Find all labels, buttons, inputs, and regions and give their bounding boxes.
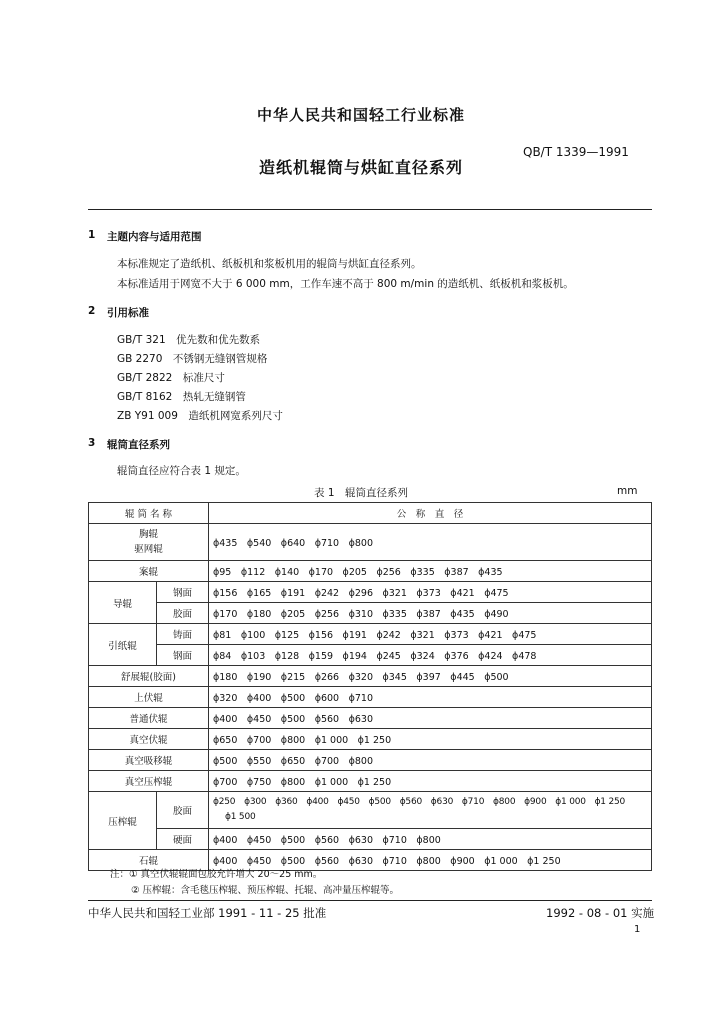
section-1-title: 主题内容与适用范围 <box>107 231 202 243</box>
reference-item <box>117 332 260 347</box>
section-1-para-1: 本标准规定了造纸机、纸板机和浆板机用的辊筒与烘缸直径系列。 <box>117 258 422 270</box>
row-name: 舒展辊(胶面) <box>89 666 209 687</box>
row-group-name: 压榨辊 <box>89 792 157 850</box>
roller-diameter-table <box>88 502 652 871</box>
row-name: 普通伏辊 <box>89 708 209 729</box>
row-subname: 钢面 <box>157 645 209 666</box>
row-values-line: ϕ1 500 <box>225 812 256 822</box>
reference-name: 不锈钢无缝钢管规格 <box>172 353 268 365</box>
table-note-2: ② 压榨辊：含毛毯压榨辊、预压榨辊、托辊、高冲量压榨辊等。 <box>131 885 400 896</box>
section-3-para-1: 辊筒直径应符合表 1 规定。 <box>117 465 246 477</box>
table-row <box>89 582 652 603</box>
table-row <box>89 829 652 850</box>
row-name: 石辊 <box>89 850 209 871</box>
document-title: 造纸机辊筒与烘缸直径系列 <box>258 158 463 177</box>
section-1-para-2: 本标准适用于网宽不大于 6 000 mm，工作车速不高于 800 m/min 的造纸机、纸板机和浆板机。 <box>117 278 574 290</box>
table-row <box>89 687 652 708</box>
row-values: ϕ435 ϕ540 ϕ640 ϕ710 ϕ800 <box>209 524 652 561</box>
table-caption: 表 1 辊筒直径系列 <box>313 487 409 499</box>
row-name: 真空吸移辊 <box>89 750 209 771</box>
table-unit: mm <box>617 485 638 497</box>
row-group-name: 引纸辊 <box>89 624 157 666</box>
row-values: ϕ650 ϕ700 ϕ800 ϕ1 000 ϕ1 250 <box>209 729 652 750</box>
row-values: ϕ400 ϕ450 ϕ500 ϕ560 ϕ630 ϕ710 ϕ800 <box>209 829 652 850</box>
row-subname: 钢面 <box>157 582 209 603</box>
reference-name: 造纸机网宽系列尺寸 <box>188 410 283 422</box>
table-row <box>89 524 652 561</box>
reference-item <box>117 351 267 366</box>
section-2-number: 2 <box>88 305 96 317</box>
standard-code: QB/T 1339—1991 <box>523 145 629 159</box>
reference-item <box>117 408 283 423</box>
header-nominal-diameter: 公 称 直 径 <box>209 503 652 524</box>
row-values: ϕ320 ϕ400 ϕ500 ϕ600 ϕ710 <box>209 687 652 708</box>
row-values: ϕ400 ϕ450 ϕ500 ϕ560 ϕ630 ϕ710 ϕ800 ϕ900 ϕ1 000 ϕ1 250 <box>209 850 652 871</box>
section-1-number: 1 <box>88 229 96 241</box>
row-name: 上伏辊 <box>89 687 209 708</box>
table-row <box>89 645 652 666</box>
table-row <box>89 729 652 750</box>
table-note-1: 注：① 真空伏辊辊面包胶允许增大 20～25 mm。 <box>110 869 323 880</box>
footer-divider <box>88 900 652 901</box>
table-header-row <box>89 503 652 524</box>
row-values: ϕ156 ϕ165 ϕ191 ϕ242 ϕ296 ϕ321 ϕ373 ϕ421 ϕ475 <box>209 582 652 603</box>
reference-code: GB/T 321 <box>117 334 166 346</box>
reference-code: ZB Y91 009 <box>117 410 178 422</box>
approval-line: 中华人民共和国轻工业部 1991 - 11 - 25 批准 <box>88 906 327 920</box>
reference-name: 热轧无缝钢管 <box>182 391 246 403</box>
row-group-name: 导辊 <box>89 582 157 624</box>
row-subname: 铸面 <box>157 624 209 645</box>
row-name: 真空压榨辊 <box>89 771 209 792</box>
header-divider <box>88 209 652 210</box>
row-values-line: ϕ250 ϕ300 ϕ360 ϕ400 ϕ450 ϕ500 ϕ560 ϕ630 ϕ710 ϕ800 ϕ900 ϕ1 000 ϕ1 250 <box>213 797 626 807</box>
table-row <box>89 708 652 729</box>
row-values: ϕ81 ϕ100 ϕ125 ϕ156 ϕ191 ϕ242 ϕ321 ϕ373 ϕ421 ϕ475 <box>209 624 652 645</box>
row-values: ϕ180 ϕ190 ϕ215 ϕ266 ϕ320 ϕ345 ϕ397 ϕ445 ϕ500 <box>209 666 652 687</box>
row-subname: 胶面 <box>157 792 209 829</box>
row-values: ϕ95 ϕ112 ϕ140 ϕ170 ϕ205 ϕ256 ϕ335 ϕ387 ϕ435 <box>209 561 652 582</box>
section-2-title: 引用标准 <box>107 307 149 319</box>
row-subname: 胶面 <box>157 603 209 624</box>
reference-name: 优先数和优先数系 <box>176 334 261 346</box>
table-row <box>89 792 652 829</box>
row-subname: 硬面 <box>157 829 209 850</box>
issuing-organization: 中华人民共和国轻工行业标准 <box>256 106 465 124</box>
section-3-number: 3 <box>88 437 96 449</box>
reference-code: GB 2270 <box>117 353 163 365</box>
row-values: ϕ170 ϕ180 ϕ205 ϕ256 ϕ310 ϕ335 ϕ387 ϕ435 ϕ490 <box>209 603 652 624</box>
table-row <box>89 750 652 771</box>
table-row <box>89 666 652 687</box>
row-values <box>209 792 652 829</box>
implementation-date: 1992 - 08 - 01 实施 <box>546 906 655 920</box>
reference-name: 标准尺寸 <box>182 372 225 384</box>
table-row <box>89 603 652 624</box>
table-row <box>89 561 652 582</box>
row-values: ϕ700 ϕ750 ϕ800 ϕ1 000 ϕ1 250 <box>209 771 652 792</box>
row-values: ϕ84 ϕ103 ϕ128 ϕ159 ϕ194 ϕ245 ϕ324 ϕ376 ϕ424 ϕ478 <box>209 645 652 666</box>
header-roller-name: 辊 筒 名 称 <box>89 503 209 524</box>
reference-code: GB/T 8162 <box>117 391 173 403</box>
row-name <box>89 524 209 561</box>
reference-item <box>117 389 246 404</box>
row-name: 案辊 <box>89 561 209 582</box>
reference-code: GB/T 2822 <box>117 372 173 384</box>
reference-item <box>117 370 225 385</box>
table-row <box>89 624 652 645</box>
page-number: 1 <box>634 924 641 935</box>
row-name-line: 驱网辊 <box>134 544 163 555</box>
row-values: ϕ500 ϕ550 ϕ650 ϕ700 ϕ800 <box>209 750 652 771</box>
row-values: ϕ400 ϕ450 ϕ500 ϕ560 ϕ630 <box>209 708 652 729</box>
row-name: 真空伏辊 <box>89 729 209 750</box>
section-3-title: 辊筒直径系列 <box>107 439 170 451</box>
row-name-line: 胸辊 <box>138 529 158 540</box>
table-row <box>89 771 652 792</box>
